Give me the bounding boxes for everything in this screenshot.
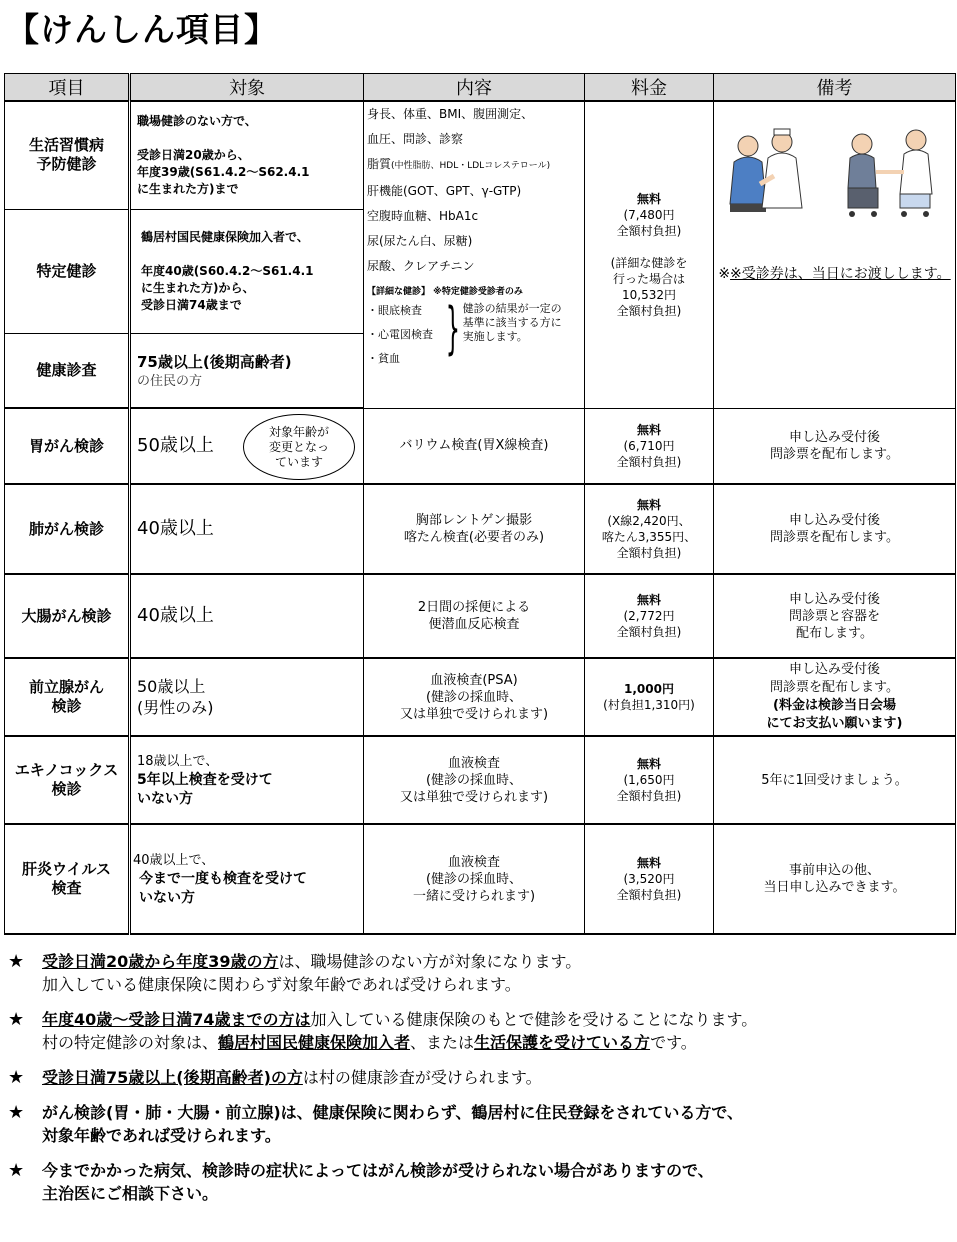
age-change-bubble: 対象年齢が 変更となっ ています: [243, 414, 355, 480]
note-hepatitis: 事前申込の他、 当日申し込みできます。: [714, 824, 956, 934]
content-echinococcus: 血液検査 (健診の採血時、 又は単独で受けられます): [364, 736, 585, 824]
doctor-patient-illustration: [720, 124, 950, 234]
header-note: 備考: [714, 74, 956, 102]
table-header: [5, 74, 956, 102]
table-row: [5, 658, 956, 736]
detail-checkup: ・眼底検査 ・心電図検査 ・貧血 } 健診の結果が一定の 基準に該当する方に 実施します。: [367, 296, 562, 365]
header-target: 対象: [130, 74, 364, 102]
header-item: 項目: [5, 74, 130, 102]
fee-colon: 無料 (2,772円 全額村負担): [585, 574, 714, 658]
table-row: [5, 736, 956, 824]
target-health: 75歳以上(後期高齢者) の住民の方: [130, 333, 364, 408]
fee-gastric: 無料 (6,710円 全額村負担): [585, 408, 714, 484]
star-icon: ★: [8, 951, 25, 972]
content-gastric: バリウム検査(胃X線検査): [364, 408, 585, 484]
footnote-2: ★ 年度40歳～受診日満74歳までの方は加入している健康保険のもとで健診を受けることになります。 村の特定健診の対象は、鶴居村国民健康保険加入者、または生活保護を受けている方です。: [8, 1009, 758, 1052]
header-fee: 料金: [585, 74, 714, 102]
content-lung: 胸部レントゲン撮影 喀たん検査(必要者のみ): [364, 484, 585, 574]
note-lung: 申し込み受付後 問診票を配布します。: [714, 484, 956, 574]
target-specific: 鶴居村国民健康保険加入者で、 年度40歳(S60.4.2～S61.4.1 に生まれた方)から、 受診日満74歳まで: [130, 209, 364, 333]
footnote-4: ★ がん検診(胃・肺・大腸・前立腺)は、健康保険に関わらず、鶴居村に住民登録をされている方で、 対象年齢であれば受けられます。: [8, 1102, 744, 1145]
fee-basic-checkup: 無料 (7,480円 全額村負担) (詳細な健診を 行った場合は 10,532円 全額村負担): [585, 101, 714, 408]
item-gastric: 胃がん検診: [5, 408, 130, 484]
table-row: [5, 824, 956, 934]
star-icon: ★: [8, 1067, 25, 1088]
target-lifestyle: 職場健診のない方で、 受診日満20歳から、 年度39歳(S61.4.2～S62.4.1 に生まれた方)まで: [130, 101, 364, 209]
table-row: [5, 101, 956, 209]
item-specific-checkup: 特定健診: [5, 209, 130, 333]
star-icon: ★: [8, 1009, 25, 1030]
detail-checkup-heading: 【詳細な健診】 ※特定健診受診者のみ: [367, 287, 523, 297]
table-row: [5, 484, 956, 574]
star-icon: ★: [8, 1160, 25, 1181]
target-prostate: 50歳以上 (男性のみ): [130, 658, 364, 736]
target-gastric: 50歳以上 対象年齢が 変更となっ ています: [130, 408, 364, 484]
item-hepatitis: 肝炎ウイルス 検査: [5, 824, 130, 934]
checkup-table: [4, 73, 956, 935]
target-hepatitis: 40歳以上で、 今まで一度も検査を受けて いない方: [130, 824, 364, 934]
note-basic-checkup: [714, 101, 956, 408]
note-gastric: 申し込み受付後 問診票を配布します。: [714, 408, 956, 484]
target-echinococcus: 18歳以上で、 5年以上検査を受けて いない方: [130, 736, 364, 824]
content-prostate: 血液検査(PSA) (健診の採血時、 又は単独で受けられます): [364, 658, 585, 736]
item-lifestyle-checkup: 生活習慣病 予防健診: [5, 101, 130, 209]
content-colon: 2日間の採便による 便潜血反応検査: [364, 574, 585, 658]
table-row: [5, 574, 956, 658]
star-icon: ★: [8, 1102, 25, 1123]
item-colon: 大腸がん検診: [5, 574, 130, 658]
item-prostate: 前立腺がん 検診: [5, 658, 130, 736]
footnote-5: ★ 今までかかった病気、検診時の症状によってはがん検診が受けられない場合がありますので、 主治医にご相談下さい。: [8, 1160, 714, 1203]
header-content: 内容: [364, 74, 585, 102]
note-echinococcus: 5年に1回受けましょう。: [714, 736, 956, 824]
ticket-note: ※※受診券は、当日にお渡しします。: [718, 266, 951, 282]
page-title: 【けんしん項目】: [6, 10, 278, 49]
note-colon: 申し込み受付後 問診票と容器を 配布します。: [714, 574, 956, 658]
fee-prostate: 1,000円 (村負担1,310円): [585, 658, 714, 736]
footnote-3: ★ 受診日満75歳以上(後期高齢者)の方は村の健康診査が受けられます。: [8, 1067, 542, 1088]
fee-echinococcus: 無料 (1,650円 全額村負担): [585, 736, 714, 824]
footnote-1: ★ 受診日満20歳から年度39歳の方は、職場健診のない方が対象になります。 加入している健康保険に関わらず対象年齢であれば受けられます。: [8, 951, 582, 994]
note-prostate: 申し込み受付後 問診票を配布します。 (料金は検診当日会場 にてお支払い願います): [714, 658, 956, 736]
item-echinococcus: エキノコックス 検診: [5, 736, 130, 824]
table-row: [5, 408, 956, 484]
item-lung: 肺がん検診: [5, 484, 130, 574]
fee-lung: 無料 (X線2,420円、 喀たん3,355円、 全額村負担): [585, 484, 714, 574]
footnotes: [8, 950, 953, 1217]
fee-hepatitis: 無料 (3,520円 全額村負担): [585, 824, 714, 934]
brace-icon: }: [445, 296, 460, 361]
target-lung: 40歳以上: [130, 484, 364, 574]
content-basic-checkup: 身長、体重、BMI、腹囲測定、 血圧、問診、診察 脂質(中性脂肪、HDL・LDLコレステロール) 肝機能(GOT、GPT、γ-GTP) 空腹時血糖、HbA1c 尿(尿たん白、尿糖) 尿酸、クレアチニン 【詳細な健診】 ※特定健診受診者のみ ・眼底検査 ・心電図検査 ・貧血 } 健診の結果が一定の 基準に該当する方に 実施します。: [364, 101, 585, 408]
content-hepatitis: 血液検査 (健診の採血時、 一緒に受けられます): [364, 824, 585, 934]
target-colon: 40歳以上: [130, 574, 364, 658]
item-health-checkup: 健康診査: [5, 333, 130, 408]
